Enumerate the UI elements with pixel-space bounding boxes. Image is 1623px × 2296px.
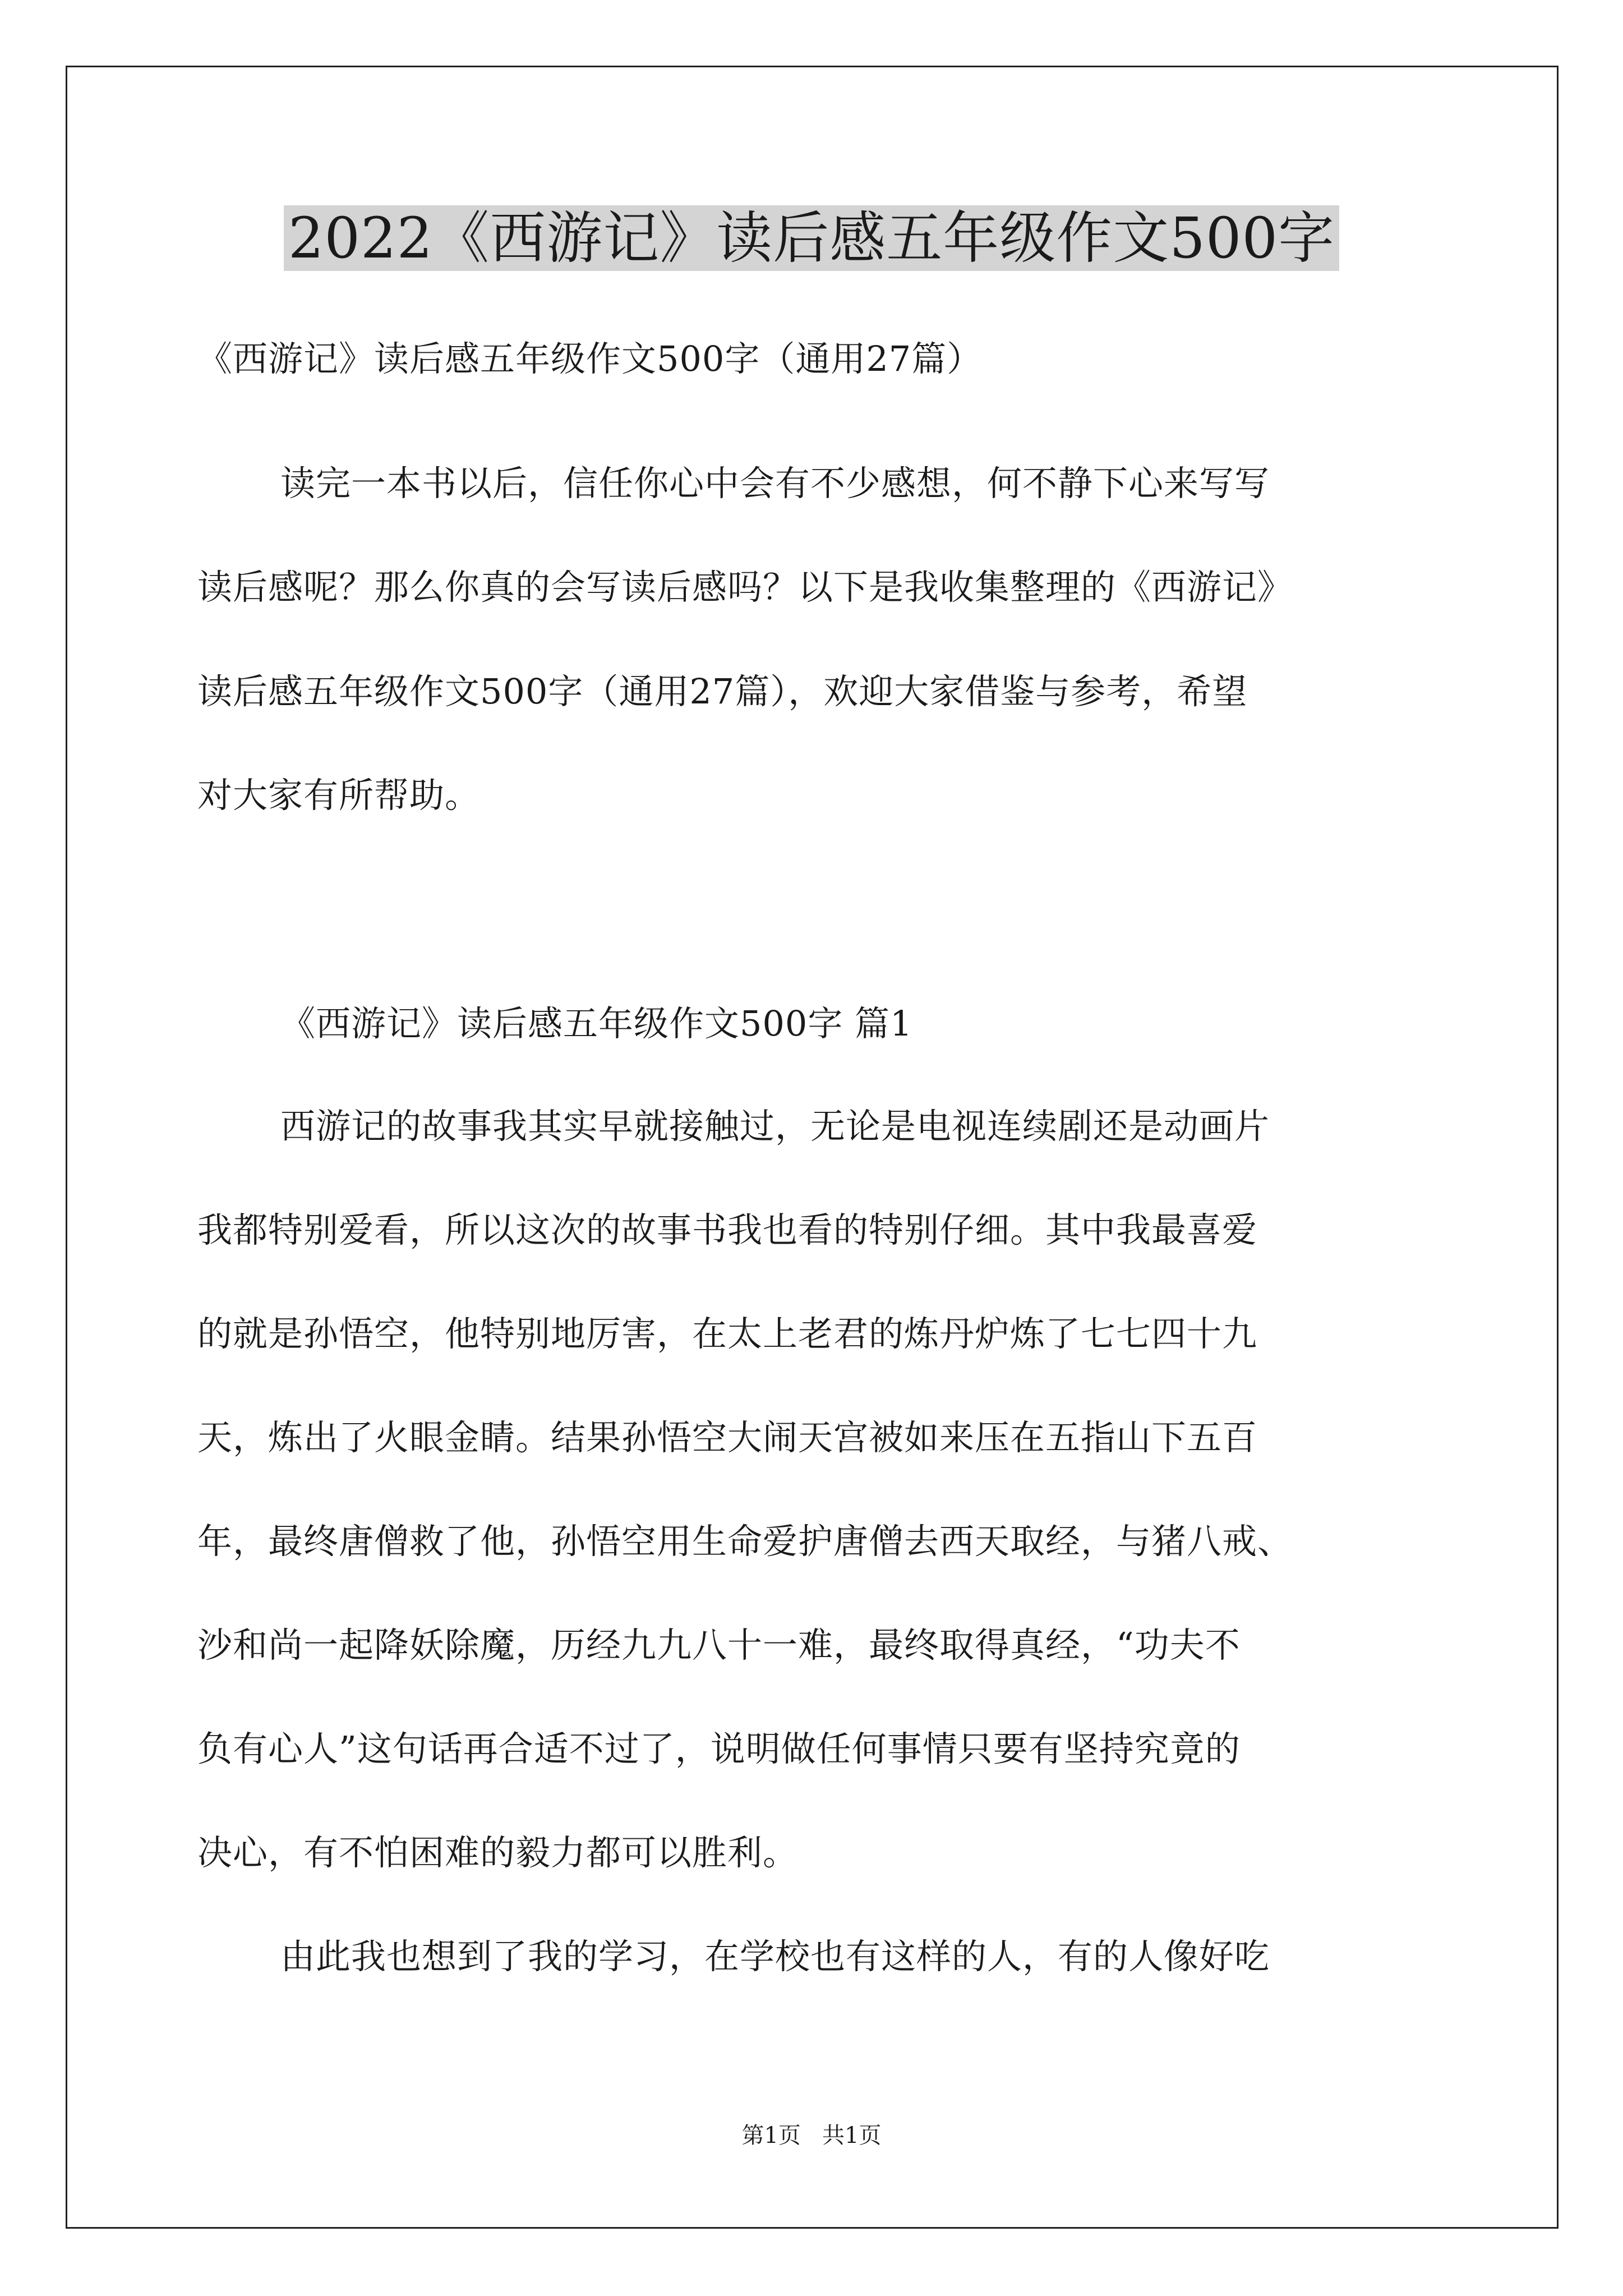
intro-line-1: 读完一本书以后，信任你心中会有不少感想，何不静下心来写写 — [280, 463, 1270, 504]
intro-line-3: 读后感五年级作文500字（通用27篇），欢迎大家借鉴与参考，希望 — [197, 671, 1248, 712]
document-subtitle: 《西游记》读后感五年级作文500字（通用27篇） — [197, 338, 983, 379]
intro-line-4: 对大家有所帮助。 — [197, 775, 481, 816]
body-line-8: 决心，有不怕困难的毅力都可以胜利。 — [197, 1832, 799, 1873]
paragraph-2-line-1: 由此我也想到了我的学习，在学校也有这样的人，有的人像好吃 — [280, 1936, 1270, 1977]
body-line-2: 我都特别爱看，所以这次的故事书我也看的特别仔细。其中我最喜爱 — [197, 1209, 1258, 1250]
body-line-4: 天，炼出了火眼金睛。结果孙悟空大闹天宫被如来压在五指山下五百 — [197, 1417, 1258, 1458]
page-footer: 第1页 共1页 — [741, 2123, 882, 2148]
body-line-7: 负有心人”这句话再合适不过了，说明做任何事情只要有坚持究竟的 — [197, 1728, 1241, 1769]
document-title — [0, 199, 1623, 278]
body-line-1: 西游记的故事我其实早就接触过，无论是电视连续剧还是动画片 — [280, 1106, 1270, 1147]
document-title-text: 2022《西游记》读后感五年级作文500字 — [284, 205, 1339, 271]
body-line-5: 年，最终唐僧救了他，孙悟空用生命爱护唐僧去西天取经，与猪八戒、 — [197, 1521, 1293, 1562]
body-line-3: 的就是孙悟空，他特别地厉害，在太上老君的炼丹炉炼了七七四十九 — [197, 1313, 1258, 1354]
body-line-6: 沙和尚一起降妖除魔，历经九九八十一难，最终取得真经，“功夫不 — [197, 1625, 1241, 1665]
section-heading: 《西游记》读后感五年级作文500字 篇1 — [280, 1003, 913, 1044]
intro-line-2: 读后感呢？那么你真的会写读后感吗？以下是我收集整理的《西游记》 — [197, 567, 1293, 608]
